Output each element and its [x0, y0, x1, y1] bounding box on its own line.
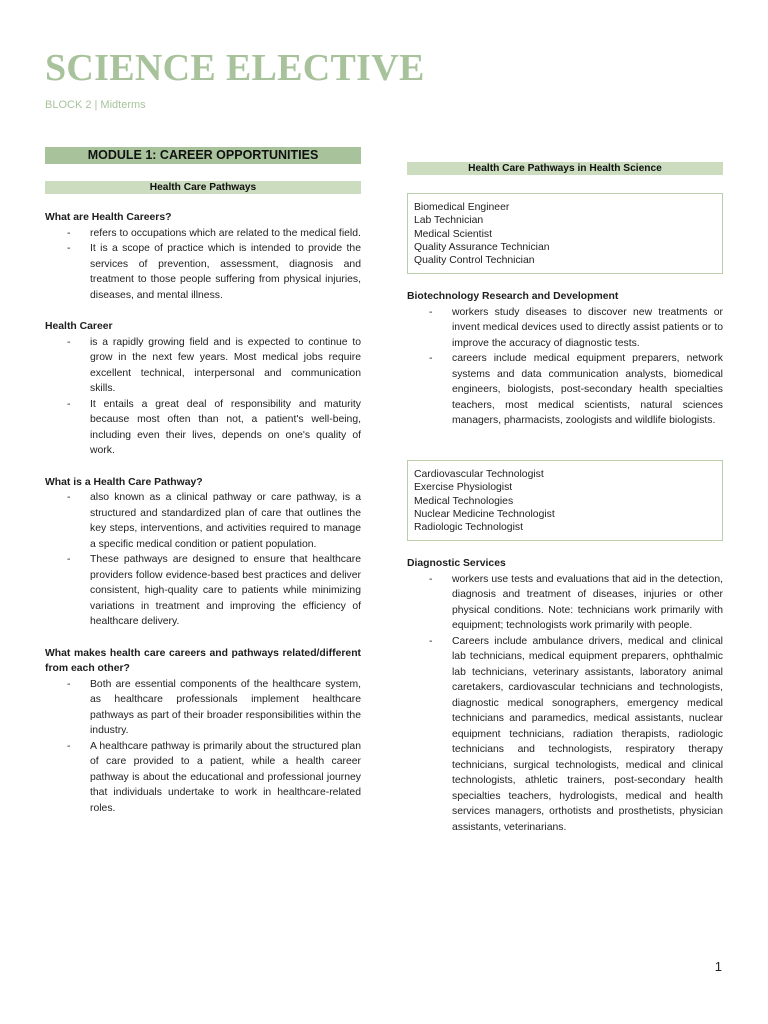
section-heading: What are Health Careers? — [45, 212, 172, 223]
section-heading: Diagnostic Services — [407, 558, 506, 570]
list-item: - workers use tests and evaluations that aid in the detection, diagnosis and treatment of diseases, injuries or other physical conditions. Note: technicians work primarily with equipment; technologists work primarily with people. — [407, 572, 723, 634]
list-item: - is a rapidly growing field and is expected to continue to grow in the next few years. Most medical jobs require excellent technical, interpersonal and communication skills. — [45, 335, 361, 397]
page-number: 1 — [714, 959, 722, 974]
career-item: Cardiovascular Technologist — [414, 468, 544, 480]
list-item: - refers to occupations which are related to the medical field. — [45, 226, 361, 242]
list-item: - Both are essential components of the healthcare system, as healthcare professionals implement healthcare pathways as part of their broader responsibilities within the industry. — [45, 677, 361, 739]
career-item: Biomedical Engineer — [414, 202, 510, 213]
career-item: Medical Technologies — [414, 495, 514, 507]
career-item: Lab Technician — [414, 215, 484, 227]
section-careers-vs-pathways — [45, 646, 361, 817]
career-item: Nuclear Medicine Technologist — [414, 508, 555, 520]
list-item: - careers include medical equipment preparers, network systems and data communication analysts, biomedical engineers, biologists, post-secondary health specialties teachers, most medical scientists, natural sciences managers, pharmacists, zoologists and wildlife biologists. — [407, 351, 723, 429]
list-item: - It entails a great deal of responsibility and maturity because most often than not, a patient's well-being, including even their lives, depends on one's quality of work. — [45, 397, 361, 459]
section-health-careers — [45, 210, 361, 303]
bullet-list — [45, 226, 361, 304]
section-title-bar: Health Care Pathways — [45, 181, 361, 194]
section-heading: What is a Health Care Pathway? — [45, 476, 203, 488]
list-item: - also known as a clinical pathway or care pathway, is a structured and standardized plan of care that outlines the key steps, interventions, and activities required to manage a specific medical condition or patient population. — [45, 490, 361, 552]
document-subtitle: BLOCK 2 | Midterms — [45, 99, 146, 111]
section-heading: What makes health care careers and pathways related/different from each other? — [45, 647, 361, 674]
career-item: Quality Control Technician — [414, 255, 535, 267]
right-column — [407, 162, 723, 835]
bullet-list — [45, 490, 361, 630]
bullet-list — [45, 335, 361, 459]
list-item: - Careers include ambulance drivers, medical and clinical lab technicians, medical equipment preparers, ophthalmic lab technicians, veterinary assistants, laboratory animal caretakers, cardiovascular technicians and technologists, diagnostic medical sonographers, emergency medical technicians and paramedics, medical assistants, nuclear equipment technicians, radiation therapists, radiologic technicians and technologists, respiratory therapy technicians, surgical technologists, medical and clinical technologists, athletic trainers, post-secondary health specialties teachers, hydrologists, medical and health services managers, orthotists and prosthetists, physician assistants, veterinarians. — [407, 634, 723, 836]
career-item: Quality Assurance Technician — [414, 241, 550, 253]
section-heading: Health Career — [45, 321, 113, 332]
section-heading: Biotechnology Research and Development — [407, 291, 619, 303]
bullet-list — [407, 305, 723, 429]
list-item: - These pathways are designed to ensure that healthcare providers follow evidence-based best practices and deliver consistent, high-quality care to patients while minimizing variations in treatment and improving the efficiency of healthcare delivery. — [45, 552, 361, 630]
section-biotech — [407, 289, 723, 429]
career-box-diagnostic — [407, 460, 723, 541]
bullet-list — [45, 677, 361, 817]
section-health-career — [45, 319, 361, 459]
list-item: - It is a scope of practice which is intended to provide the services of prevention, assessment, diagnosis and treatment to those people suffering from physical injuries, diseases, and mental illness. — [45, 241, 361, 303]
right-section-title-bar: Health Care Pathways in Health Science — [407, 162, 723, 175]
list-item: - A healthcare pathway is primarily about the structured plan of care provided to a patient, while a health career pathway is about the educational and professional journey that individuals undertake to work in healthcare-related roles. — [45, 739, 361, 817]
module-title-bar: MODULE 1: CAREER OPPORTUNITIES — [45, 147, 361, 164]
career-item: Exercise Physiologist — [414, 482, 513, 494]
section-health-care-pathway — [45, 475, 361, 630]
list-item: - workers study diseases to discover new treatments or invent medical devices used to directly assist patients or to improve the accuracy of diagnostic tests. — [407, 305, 723, 352]
section-diagnostic — [407, 556, 723, 835]
career-item: Radiologic Technologist — [414, 522, 523, 534]
document-title: SCIENCE ELECTIVE — [45, 47, 425, 89]
left-column — [45, 147, 361, 816]
career-item: Medical Scientist — [414, 228, 492, 240]
career-box-biotech — [407, 193, 723, 274]
bullet-list — [407, 572, 723, 836]
